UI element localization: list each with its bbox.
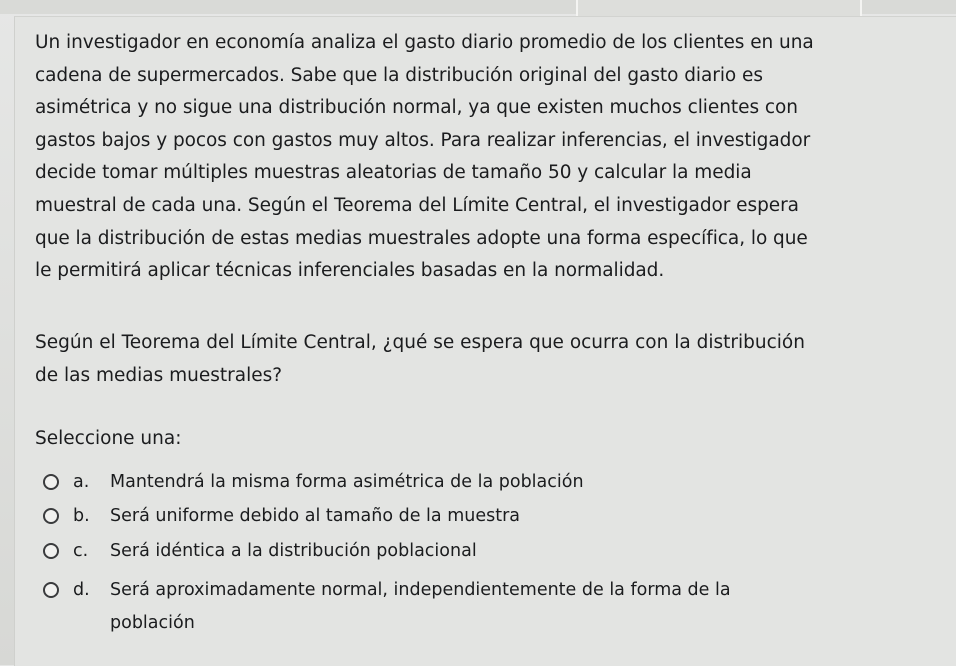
question-line: decide tomar múltiples muestras aleatorias de tamaño 50 y calcular la media <box>35 162 752 184</box>
question-line: asimétrica y no sigue una distribución normal, ya que existen muchos clientes con <box>35 97 798 119</box>
question-line: muestral de cada una. Según el Teorema del Límite Central, el investigador espera <box>35 194 799 216</box>
option-label-line: Será uniforme debido al tamaño de la muestra <box>110 505 521 526</box>
radio-button-c[interactable] <box>43 543 59 559</box>
question-prompt <box>35 327 953 392</box>
option-label-line: población <box>110 612 195 633</box>
prompt-line: Según el Teorema del Límite Central, ¿qué se espera que ocurra con la distribución <box>35 332 805 353</box>
option-label <box>110 535 910 568</box>
question-line: le permitirá aplicar técnicas inferenciales basadas en la normalidad. <box>35 260 665 282</box>
select-label: Seleccione una: <box>35 428 182 449</box>
question-text <box>35 27 953 288</box>
question-line: gastos bajos y pocos con gastos muy altos. Para realizar inferencias, el investigador <box>35 129 811 151</box>
option-label <box>110 500 910 533</box>
option-label-line: Mantendrá la misma forma asimétrica de la población <box>110 471 584 492</box>
prompt-line: de las medias muestrales? <box>35 364 283 386</box>
option-letter: a. <box>73 472 90 492</box>
option-letter: d. <box>73 580 90 600</box>
question-line: que la distribución de estas medias muestrales adopte una forma específica, lo que <box>35 227 808 249</box>
option-letter: b. <box>73 506 90 526</box>
radio-button-b[interactable] <box>43 508 59 524</box>
radio-button-a[interactable] <box>43 474 59 490</box>
option-letter: c. <box>73 541 89 561</box>
option-label <box>110 574 910 640</box>
radio-button-d[interactable] <box>43 582 59 598</box>
question-line: Un investigador en economía analiza el gasto diario promedio de los clientes en una <box>35 32 814 53</box>
option-label <box>110 466 910 499</box>
option-label-line: Será idéntica a la distribución poblacional <box>110 540 477 561</box>
question-card <box>14 16 956 666</box>
option-label-line: Será aproximadamente normal, independientemente de la forma de la <box>110 579 731 600</box>
question-line: cadena de supermercados. Sabe que la distribución original del gasto diario es <box>35 64 763 86</box>
